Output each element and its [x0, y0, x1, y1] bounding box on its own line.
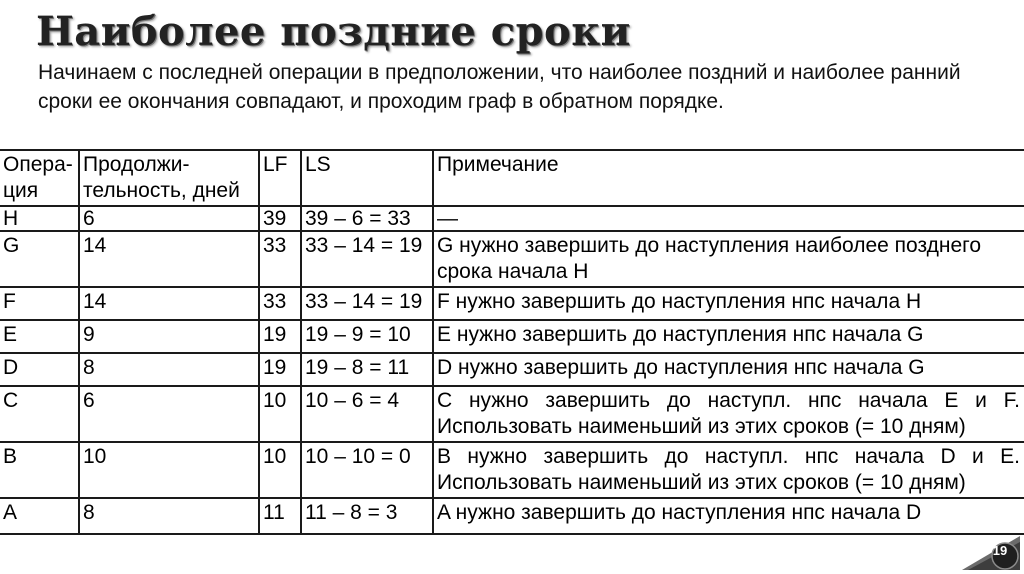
table-row: [0, 206, 1024, 231]
table-row: [0, 353, 1024, 386]
cell-duration: 14: [79, 287, 259, 320]
note-line: B нужно завершить до наступл. нпс начала D и E.: [437, 445, 1020, 468]
table-row: [0, 287, 1024, 320]
header-lf: LF: [259, 150, 301, 206]
cell-note: A нужно завершить до наступления нпс начала D: [433, 498, 1024, 534]
cell-note: F нужно завершить до наступления нпс начала H: [433, 287, 1024, 320]
table-row: [0, 320, 1024, 353]
cell-operation: H: [0, 206, 79, 231]
note-line: C нужно завершить до наступл. нпс начала E и F.: [437, 389, 1020, 412]
slide-subtitle: Начинаем с последней операции в предположении, что наиболее поздний и наиболее ранний сроки ее окончания совпадают, и проходим граф в обратном порядке.: [38, 61, 961, 113]
cell-note: —: [433, 206, 1024, 231]
cell-operation: D: [0, 353, 79, 386]
page-number: 19: [992, 543, 1008, 558]
cell-lf: 19: [259, 320, 301, 353]
cell-lf: 19: [259, 353, 301, 386]
note-line: Использовать наименьший из этих сроков (= 10 дням): [437, 471, 966, 494]
cell-note: G нужно завершить до наступления наиболее позднего срока начала H: [433, 231, 1024, 287]
page-number-badge: [962, 534, 1020, 570]
cell-operation: A: [0, 498, 79, 534]
cell-ls: 19 – 9 = 10: [301, 320, 433, 353]
cell-lf: 33: [259, 287, 301, 320]
header-ls: LS: [301, 150, 433, 206]
cell-duration: 6: [79, 386, 259, 442]
cell-duration: 8: [79, 498, 259, 534]
cell-ls: 11 – 8 = 3: [301, 498, 433, 534]
header-duration: Продолжи- тельность, дней: [79, 150, 259, 206]
cell-ls: 10 – 6 = 4: [301, 386, 433, 442]
cell-operation: G: [0, 231, 79, 287]
latest-dates-table: [0, 149, 1024, 535]
cell-note: [433, 386, 1024, 442]
note-line: Использовать наименьший из этих сроков (= 10 дням): [437, 415, 966, 438]
cell-lf: 10: [259, 386, 301, 442]
table-row: [0, 386, 1024, 442]
cell-duration: 9: [79, 320, 259, 353]
table-row: [0, 231, 1024, 287]
cell-duration: 8: [79, 353, 259, 386]
cell-note: D нужно завершить до наступления нпс начала G: [433, 353, 1024, 386]
cell-note: E нужно завершить до наступления нпс начала G: [433, 320, 1024, 353]
cell-operation: B: [0, 442, 79, 498]
cell-lf: 33: [259, 231, 301, 287]
cell-ls: 33 – 14 = 19: [301, 231, 433, 287]
cell-operation: E: [0, 320, 79, 353]
cell-duration: 14: [79, 231, 259, 287]
cell-ls: 39 – 6 = 33: [301, 206, 433, 231]
cell-lf: 10: [259, 442, 301, 498]
cell-operation: F: [0, 287, 79, 320]
cell-ls: 33 – 14 = 19: [301, 287, 433, 320]
table-row: [0, 442, 1024, 498]
slide-title: Наиболее поздние сроки: [36, 8, 631, 55]
cell-lf: 39: [259, 206, 301, 231]
header-note: Примечание: [433, 150, 1024, 206]
cell-operation: C: [0, 386, 79, 442]
cell-duration: 6: [79, 206, 259, 231]
cell-ls: 10 – 10 = 0: [301, 442, 433, 498]
cell-duration: 10: [79, 442, 259, 498]
cell-ls: 19 – 8 = 11: [301, 353, 433, 386]
cell-note: [433, 442, 1024, 498]
table-header-row: [0, 150, 1024, 206]
cell-lf: 11: [259, 498, 301, 534]
table-row: [0, 498, 1024, 534]
header-operation: Опера- ция: [0, 150, 79, 206]
